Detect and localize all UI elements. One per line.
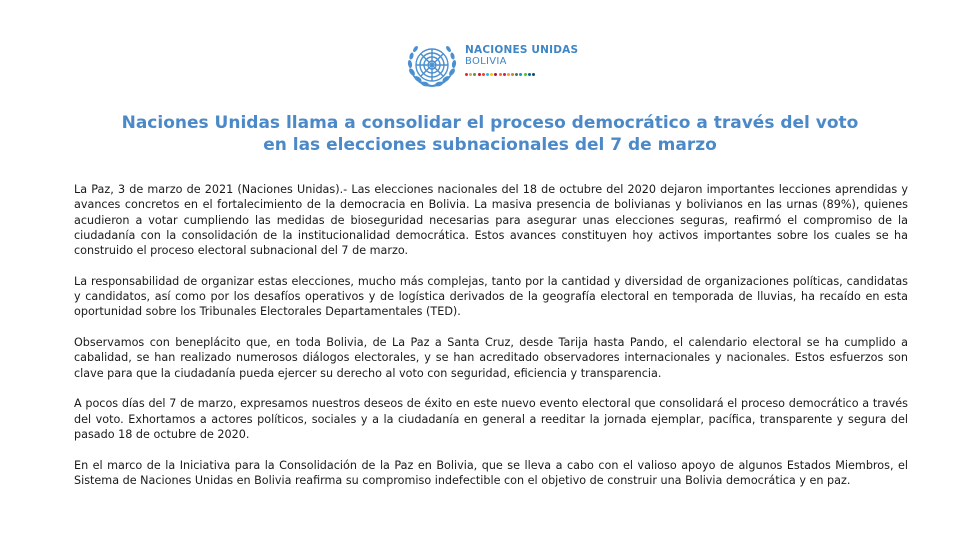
un-bolivia-logo [405,38,578,92]
paragraph-2: La responsabilidad de organizar estas elecciones, mucho más complejas, tanto por la cantidad y diversidad de organizaciones políticas, candidatas y candidatos, así como por los desafíos operativos y de logística derivados de la geografía electoral en temporada de lluvias, ha recaído en esta oportunidad sobre los Tribunales Electorales Departamentales (TED). [74,274,908,319]
country-name: BOLIVIA [465,56,507,67]
un-emblem-icon [405,38,459,92]
sdg-dot [465,73,468,76]
sdg-dot [478,73,481,76]
sdg-dot [528,73,531,76]
sdg-dot [511,73,514,76]
sdg-dot [515,73,518,76]
sdg-dot [532,73,535,76]
sdg-dot [494,73,497,76]
sdg-dot [499,73,502,76]
sdg-dot [482,73,485,76]
sdg-dot [469,73,472,76]
sdg-dot [519,73,522,76]
paragraph-1: La Paz, 3 de marzo de 2021 (Naciones Unidas).- Las elecciones nacionales del 18 de octubre del 2020 dejaron importantes lecciones aprendidas y avances concretos en el fortalecimiento de la democracia en Bolivia. La masiva presencia de bolivianas y bolivianos en las urnas (89%), quienes acudieron a votar cumpliendo las medidas de bioseguridad necesarias para asegurar unas elecciones seguras, reafirmó el compromiso de la ciudadanía con la consolidación de la institucionalidad democrática. Estos avances constituyen hoy activos importantes sobre los cuales se ha construido el proceso electoral subnacional del 7 de marzo. [74,183,908,258]
title-line-1: Naciones Unidas llama a consolidar el proceso democrático a través del voto [121,113,859,133]
sdg-dot [524,73,527,76]
sdg-dot [507,73,510,76]
sdg-dot [490,73,493,76]
sdg-dot [473,73,476,76]
paragraph-3: Observamos con beneplácito que, en toda Bolivia, de La Paz a Santa Cruz, desde Tarija hasta Pando, el calendario electoral se ha cumplido a cabalidad, se han realizado numerosos diálogos electorales, y se han acreditado observadores internacionales y nacionales. Estos esfuerzos son clave para que la ciudadanía pueda ejercer su derecho al voto con seguridad, eficiencia y transparencia. [74,336,908,380]
sdg-dot [503,73,506,76]
sdg-color-dots [465,73,578,76]
sdg-dot [486,73,489,76]
paragraph-5: En el marco de la Iniciativa para la Consolidación de la Paz en Bolivia, que se lleva a cabo con el valioso apoyo de algunos Estados Miembros, el Sistema de Naciones Unidas en Bolivia reafirma su compromiso indefectible con el objetivo de construir una Bolivia democrática y en paz. [74,458,908,488]
press-release-body [74,182,908,504]
logo-text [465,44,578,76]
title-line-2: en las elecciones subnacionales del 7 de marzo [263,135,717,155]
press-release-title [60,112,920,156]
org-name: NACIONES UNIDAS [465,44,579,56]
paragraph-4: A pocos días del 7 de marzo, expresamos nuestros deseos de éxito en este nuevo evento electoral que consolidará el proceso democrático a través del voto. Exhortamos a actores políticos, sociales y a la ciudadanía en general a reeditar la jornada ejemplar, pacífica, transparente y segura del pasado 18 de octubre de 2020. [74,397,908,442]
